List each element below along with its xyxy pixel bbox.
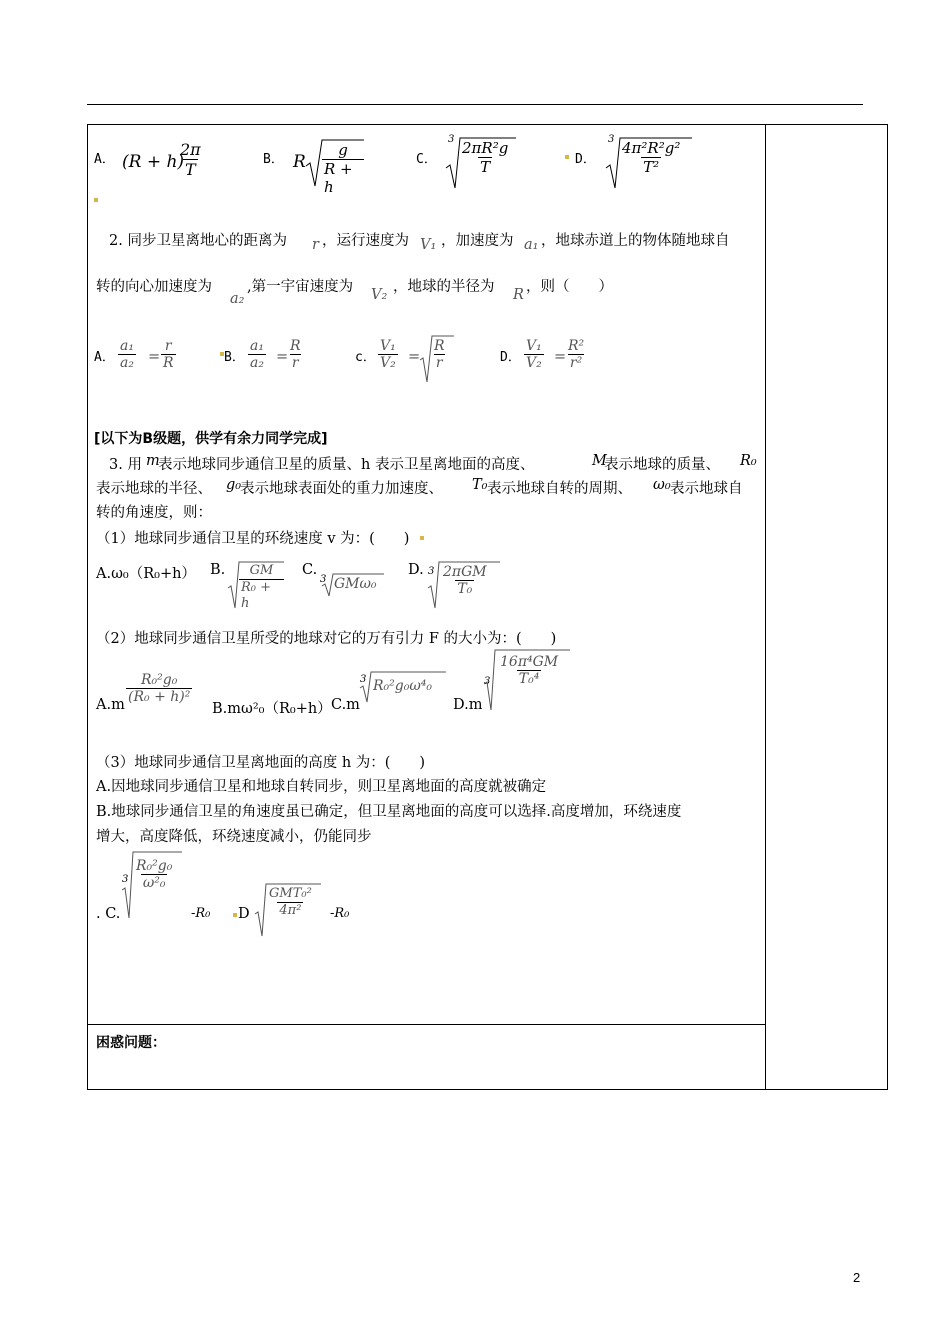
q3-sub1-d-num: 2πGM [443,564,487,580]
q2-a-lden: a₂ [120,355,134,372]
q3-sub1-option-c-label: C. [302,562,318,578]
equals-sign: = [276,349,289,365]
q3-sub3-c-den: ω²₀ [142,875,166,892]
q2-line2-b: ,第一宇宙速度为 [247,279,354,295]
marker-dot [94,198,98,202]
q1-option-d-label: D． [575,152,596,167]
q3-sub1-question: （1）地球同步通信卫星的环绕速度 v 为：( ) [96,531,410,547]
q3-sub2-c-root-index: 3 [360,674,367,685]
q2-line1-c: ，加速度为 [441,233,514,249]
q2-var-v2: V₂ [371,287,388,303]
q3-intro-2T: T₀ [472,477,488,493]
q3-intro-2w: ω₀ [653,477,671,493]
q3-intro-1M: M [592,453,607,469]
q3-sub1-c-root-index: 3 [320,574,327,585]
q2-line1-b: ，运行速度为 [322,233,409,249]
q2-option-a-left [118,338,136,372]
q1-b-num: g [338,141,348,159]
q1-b-den: R + h [322,159,364,196]
table-row-divider [87,1024,765,1025]
q1-d-root-index: 3 [608,134,615,145]
q3-sub2-question: （2）地球同步通信卫星所受的地球对它的万有引力 F 的大小为：( ) [96,631,557,647]
q3-intro-1m: m [146,453,160,469]
q2-b-rnum: R [290,338,301,354]
q1-option-b-label: B． [263,152,284,167]
q2-option-d-right [566,338,586,372]
q3-sub1-b-num: GM [249,563,274,578]
q2-var-v1: V₁ [420,237,437,253]
q2-c-rnum: R [434,338,445,354]
q3-sub3-c-num: R₀²g₀ [136,858,173,874]
q2-option-c-left [378,338,398,372]
q1-option-b-coef: R [293,152,306,172]
q2-c-lden: V₂ [380,355,396,372]
q2-b-lden: a₂ [250,355,264,372]
q2-option-a-label: A． [94,350,115,365]
q1-a-den: T [185,160,196,180]
q3-sub3-d-num: GMT₀² [269,886,312,901]
q1-a-num: 2π [180,140,201,159]
q3-sub2-a-den: (R₀ + h)² [128,689,191,706]
q1-c-den: T [480,158,491,177]
q2-option-b-left [248,338,266,372]
q3-sub1-option-c-radical [322,572,384,598]
q3-sub3-option-d-radical [255,882,321,938]
q1-c-root-index: 3 [448,134,455,145]
q2-option-d-left [524,338,544,372]
q2-d-rnum: R² [568,338,585,354]
q3-intro-1R: R₀ [740,453,757,469]
q3-sub3-question: （3）地球同步通信卫星离地面的高度 h 为：( ) [96,755,426,771]
q3-sub1-option-b-label: B. [210,562,226,578]
q1-option-a-lhs: (R + h) [122,152,185,172]
q3-sub2-option-c-label: C.m [331,697,360,713]
q2-line1-a: 2. 同步卫星离地心的距离为 [109,233,287,249]
q3-sub3-d-den: 4π² [279,902,302,918]
header-rule [87,104,863,105]
q2-line2-d: ，则（ ） [526,279,613,295]
q1-option-b-radical [306,138,364,197]
q3-sub3-c-root-index: 3 [122,874,129,885]
q3-sub2-d-num: 16π⁴GM [500,654,559,670]
q3-sub3-option-b-line1: B.地球同步通信卫星的角速度虽已确定，但卫星离地面的高度可以选择.高度增加，环绕速度 [96,804,682,820]
q3-intro-1a: 3. 用 [109,457,142,473]
q3-sub1-option-a: A.ω₀（R₀+h） [96,566,196,582]
q3-sub1-c-body: GMω₀ [334,576,377,592]
q2-var-a1: a₁ [524,237,539,253]
q2-option-c-radical [420,334,454,384]
q2-a-rnum: r [164,338,172,354]
q3-sub2-a-num: R₀²g₀ [141,672,178,688]
q3-intro-2b: 表示地球表面处的重力加速度、 [240,481,443,497]
q2-d-rden: r² [569,355,583,372]
q3-sub2-option-c-radical [360,670,446,704]
q2-d-lnum: V₁ [526,338,542,354]
q3-sub2-option-d-label: D.m [453,697,483,713]
q2-option-d-label: D． [500,350,521,365]
q2-c-lnum: V₁ [380,338,396,354]
q3-sub1-option-d-label: D. [408,562,424,578]
equals-sign: = [554,349,567,365]
q3-sub3-option-d-label: D [238,906,250,922]
page-number: 2 [853,1270,861,1285]
q3-intro-2c: 表示地球自转的周期、 [487,481,632,497]
q3-sub2-option-a-fraction [126,672,192,706]
q3-sub1-option-d-radical [428,560,500,610]
q2-line1-d: ，地球赤道上的物体随地球自 [541,233,730,249]
q2-b-lnum: a₁ [250,338,264,354]
q3-sub3-option-c-tail: -R₀ [191,906,211,921]
q3-sub3-option-d-tail: -R₀ [330,906,350,921]
q3-sub2-option-d-radical [484,648,570,712]
q3-intro-2d: 表示地球自 [670,481,743,497]
q2-d-lden: V₂ [526,355,542,372]
q3-sub3-option-c-radical [122,850,182,920]
q3-sub1-d-root-index: 3 [428,566,435,577]
q3-intro-1b: 表示地球同步通信卫星的质量、h 表示卫星离地面的高度、 [158,457,535,473]
q2-line2-c: ，地球的半径为 [393,279,495,295]
q2-c-rden: r [435,355,443,372]
q2-var-a2: a₂ [230,291,245,307]
q1-option-d-radical [606,136,692,190]
q3-sub1-d-den: T₀ [457,581,473,598]
section-b-title: [以下为B级题，供学有余力同学完成] [94,431,328,447]
q1-d-num: 4π²R²g² [622,139,681,157]
q2-a-lnum: a₁ [120,338,134,354]
equals-sign: = [408,349,421,365]
q3-sub3-option-a: A.因地球同步通信卫星和地球自转同步，则卫星离地面的高度就被确定 [96,779,547,795]
q1-d-den: T² [643,158,660,177]
q3-sub3-option-b-line2: 增大，高度降低，环绕速度减小，仍能同步 [96,829,372,845]
q2-var-R: R [513,287,524,303]
q3-sub2-d-den: T₀⁴ [518,671,540,688]
q1-option-a-label: A． [94,152,115,167]
equals-sign: = [148,349,161,365]
q1-c-num: 2πR²g [462,139,509,157]
q2-b-rden: r [291,355,299,372]
q3-sub2-option-a-label: A.m [96,697,125,713]
q3-sub1-option-b-radical [228,560,284,610]
q3-sub3-option-c-label: . C. [96,906,121,922]
q2-line2-a: 转的向心加速度为 [96,279,212,295]
confusion-label: 困惑问题： [96,1035,166,1051]
marker-dot [233,913,237,917]
q3-sub2-c-body: R₀²g₀ω⁴₀ [373,678,432,694]
q1-option-c-label: C． [416,152,437,167]
q3-intro-2a: 表示地球的半径、 [96,481,212,497]
q3-sub2-d-root-index: 3 [484,676,491,687]
q1-option-a-fraction [178,141,203,180]
q3-intro-3: 转的角速度，则： [96,505,212,521]
q3-sub1-b-den: R₀ + h [239,579,284,611]
q2-var-r: r [312,237,319,253]
marker-dot [420,536,424,540]
q2-option-c-label: c． [355,350,376,365]
q2-option-b-right [288,338,303,372]
table-column-divider [765,124,766,1090]
q3-intro-2g: g₀ [226,477,242,493]
q1-option-c-radical [446,136,516,190]
marker-dot [565,155,569,159]
q2-option-b-label: B． [224,350,245,365]
q3-intro-1c: 表示地球的质量、 [604,457,720,473]
q2-option-a-right [161,338,176,372]
q3-sub2-option-b: B.mω²₀（R₀+h） [212,701,332,717]
q2-a-rden: R [163,355,174,372]
